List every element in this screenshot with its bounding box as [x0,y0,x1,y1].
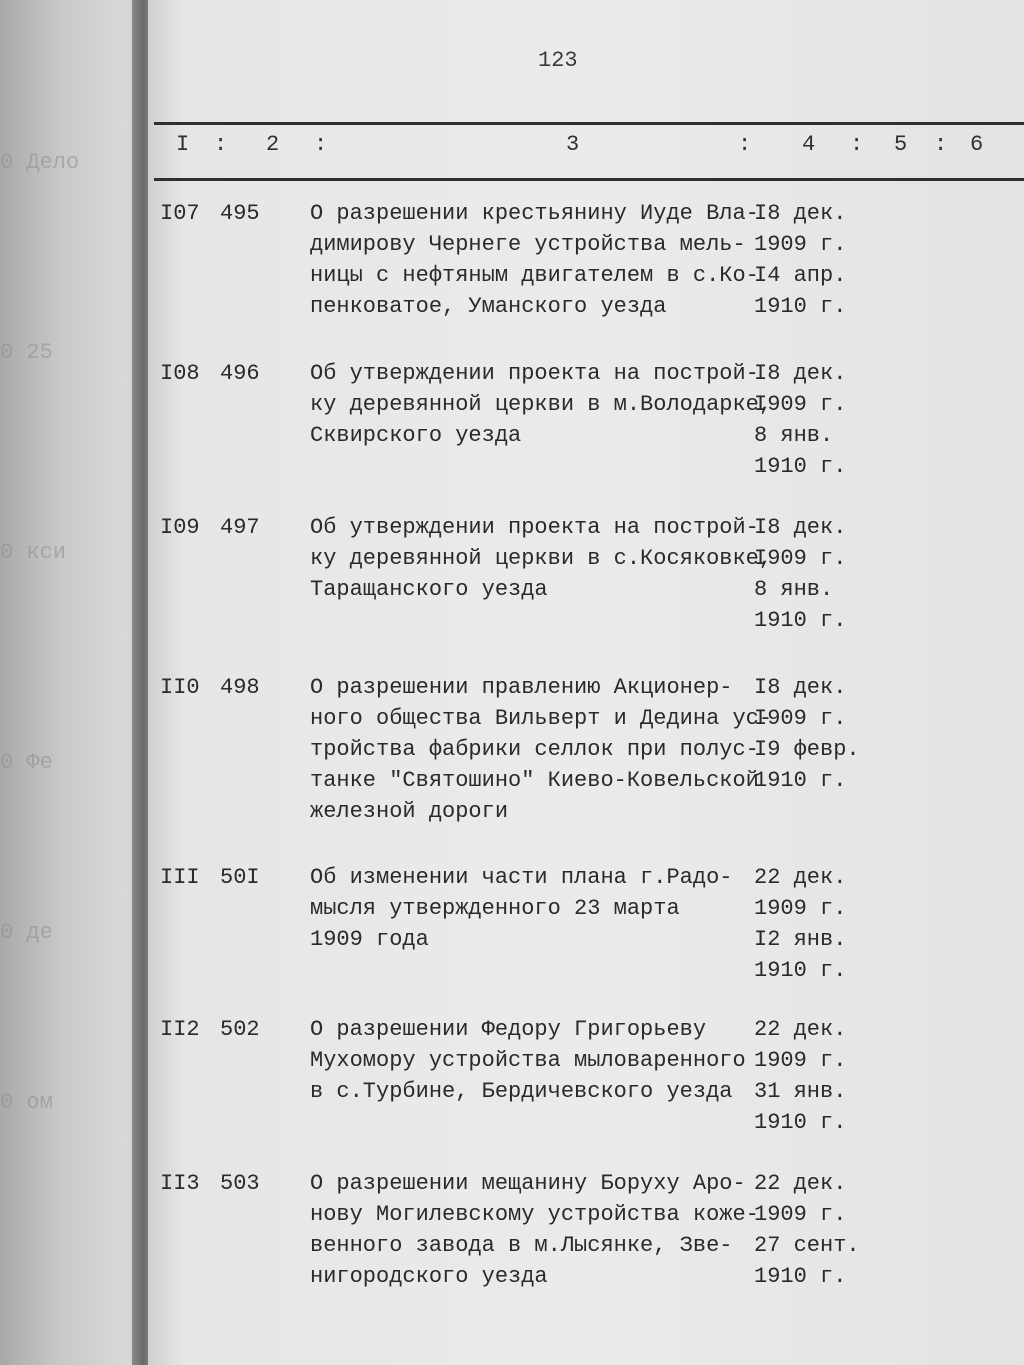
date-line: 1909 г. [754,1202,847,1227]
date-line: I8 дек. [754,675,847,700]
title-line: ку деревянной церкви в с.Косяковке, [310,546,773,571]
date-line: 1910 г. [754,294,847,319]
ghost-text: 0 Дело [0,150,80,175]
header-col-5: 5 [894,132,908,157]
date-line: I8 дек. [754,515,847,540]
record-dates [754,198,864,322]
header-sep: : [214,132,228,157]
record-dates [754,672,864,796]
record-dates [754,358,864,482]
record-dates [754,512,864,636]
document-number: 502 [220,1017,260,1042]
record-number: II3 [160,1171,200,1196]
ghost-text: 0 кси [0,540,67,565]
title-line: венного завода в м.Лысянке, Зве- [310,1233,733,1258]
date-line: I4 апр. [754,263,847,288]
title-line: 1909 года [310,927,429,952]
title-line: Таращанского уезда [310,577,548,602]
date-line: 22 дек. [754,865,847,890]
date-line: I909 г. [754,546,847,571]
title-line: Об утверждении проекта на построй- [310,361,759,386]
document-number: 50I [220,865,260,890]
date-line: I909 г. [754,706,847,731]
date-line: 1909 г. [754,896,847,921]
title-line: нову Могилевскому устройства коже- [310,1202,759,1227]
record-number: II0 [160,675,200,700]
date-line: I9 февр. [754,737,860,762]
title-line: О разрешении Федору Григорьеву [310,1017,707,1042]
record-title [310,862,750,955]
date-line: 22 дек. [754,1017,847,1042]
record-number: III [160,865,200,890]
document-number: 498 [220,675,260,700]
date-line: 1909 г. [754,232,847,257]
header-rule-bottom [154,178,1024,181]
ghost-text: 0 ом [0,1090,53,1115]
title-line: О разрешении правлению Акционер- [310,675,733,700]
date-line: 22 дек. [754,1171,847,1196]
date-line: 1910 г. [754,958,847,983]
date-line: I8 дек. [754,361,847,386]
date-line: I2 янв. [754,927,847,952]
page-number: 123 [538,48,578,73]
record-title [310,1014,750,1107]
date-line: 31 янв. [754,1079,847,1104]
title-line: пенковатое, Уманского уезда [310,294,667,319]
title-line: Сквирского уезда [310,423,522,448]
record-title [310,198,759,322]
record-dates [754,1014,864,1138]
record-dates [754,1168,864,1292]
title-line: Об изменении части плана г.Радо- [310,865,733,890]
title-line: О разрешении крестьянину Иуде Вла- [310,201,759,226]
title-line: железной дороги [310,799,509,824]
header-rule-top [154,122,1024,125]
record-title [310,672,773,827]
document-number: 495 [220,201,260,226]
document-number: 496 [220,361,260,386]
title-line: тройства фабрики селлок при полус- [310,737,759,762]
header-col-6: 6 [970,132,984,157]
ghost-text: 0 Фе [0,750,53,775]
title-line: нигородского уезда [310,1264,548,1289]
title-line: ницы с нефтяным двигателем в с.Ко- [310,263,759,288]
title-line: в с.Турбине, Бердичевского уезда [310,1079,733,1104]
header-col-2: 2 [266,132,280,157]
left-page-edge [0,0,150,1365]
record-title [310,1168,759,1292]
header-sep: : [850,132,864,157]
record-dates [754,862,864,986]
document-page [148,0,1024,1365]
date-line: 8 янв. [754,577,834,602]
header-sep: : [738,132,752,157]
title-line: ного общества Вильверт и Дедина ус- [310,706,773,731]
header-sep: : [934,132,948,157]
ghost-text: 0 де [0,920,53,945]
document-number: 497 [220,515,260,540]
date-line: I909 г. [754,392,847,417]
date-line: I8 дек. [754,201,847,226]
record-number: I09 [160,515,200,540]
title-line: ку деревянной церкви в м.Володарке, [310,392,773,417]
date-line: 1910 г. [754,1110,847,1135]
document-number: 503 [220,1171,260,1196]
record-title [310,512,773,605]
title-line: Об утверждении проекта на построй- [310,515,759,540]
title-line: димирову Чернеге устройства мель- [310,232,746,257]
record-number: I08 [160,361,200,386]
header-col-1: I [176,132,190,157]
title-line: танке "Святошино" Киево-Ковельской [310,768,759,793]
header-col-3: 3 [566,132,580,157]
date-line: 1910 г. [754,608,847,633]
title-line: мысля утвержденного 23 марта [310,896,680,921]
record-title [310,358,773,451]
title-line: Мухомору устройства мыловаренного [310,1048,746,1073]
date-line: 1910 г. [754,454,847,479]
date-line: 1909 г. [754,1048,847,1073]
ghost-text: 0 25 [0,340,53,365]
date-line: 1910 г. [754,768,847,793]
title-line: О разрешении мещанину Боруху Аро- [310,1171,746,1196]
date-line: 1910 г. [754,1264,847,1289]
date-line: 27 сент. [754,1233,860,1258]
date-line: 8 янв. [754,423,834,448]
record-number: I07 [160,201,200,226]
record-number: II2 [160,1017,200,1042]
header-sep: : [314,132,328,157]
header-col-4: 4 [802,132,816,157]
